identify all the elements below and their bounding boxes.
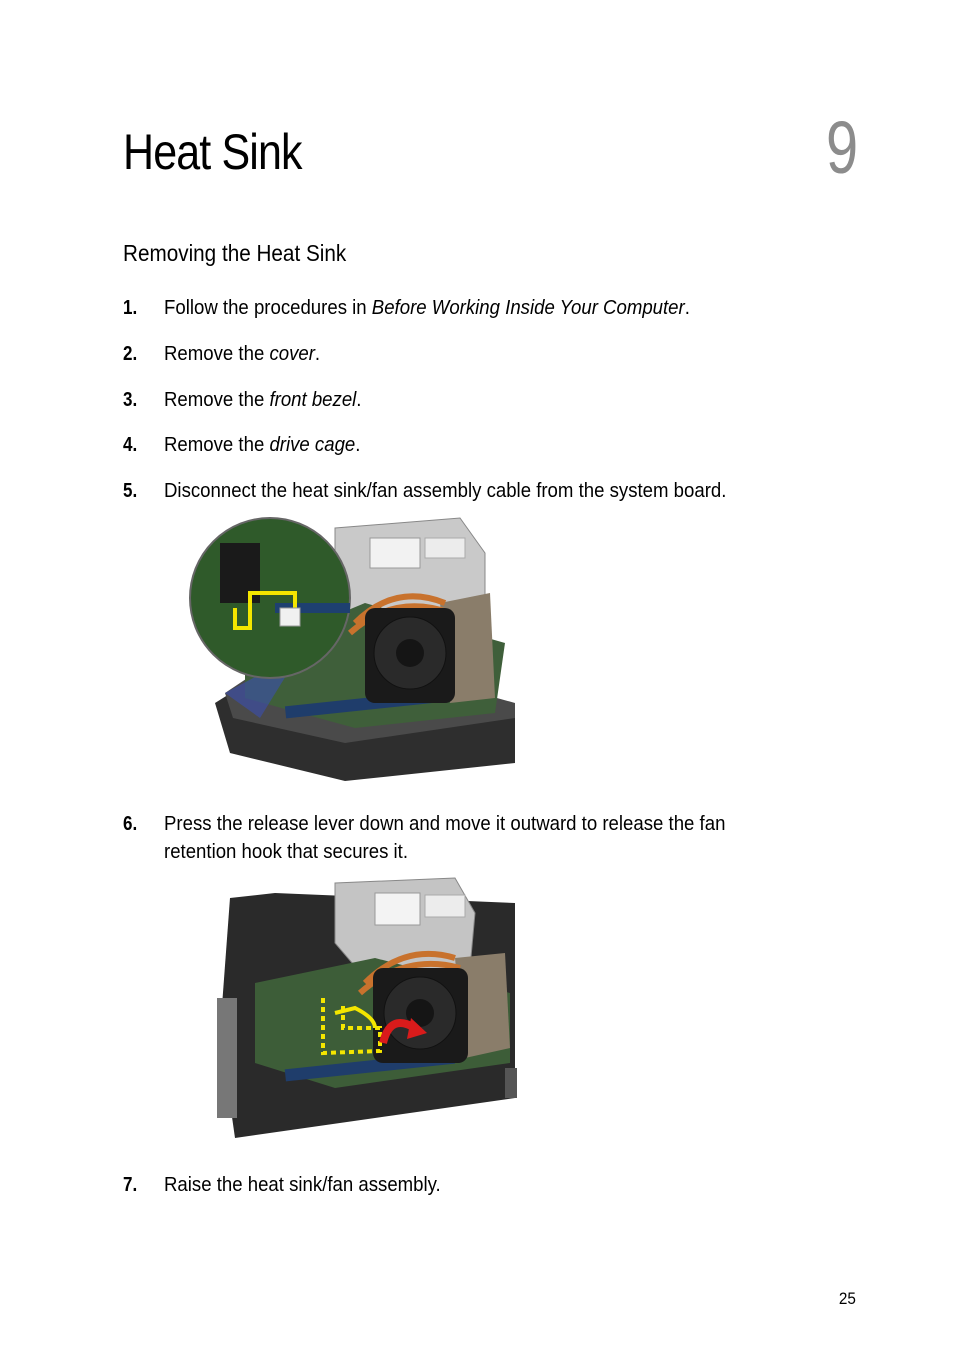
step-number: 5. [123,480,138,502]
step-number: 4. [123,434,138,456]
step-number: 1. [123,297,138,319]
step-number: 6. [123,813,138,835]
step-text: Remove the front bezel. [164,389,362,411]
step-text: Remove the cover. [164,343,321,365]
chapter-number: 9 [825,106,858,189]
step-text: Disconnect the heat sink/fan assembly cable from the system board. [164,480,727,502]
section-heading: Removing the Heat Sink [123,240,347,266]
link-cover[interactable]: cover [269,343,315,365]
page-number: 25 [838,1289,856,1308]
step-text: Press the release lever down and move it outward to release the fan retention hook that secures it. [164,813,726,863]
step-text: Remove the drive cage. [164,434,361,456]
link-before-working[interactable]: Before Working Inside Your Computer [371,297,685,319]
step-text: Follow the procedures in Before Working Inside Your Computer. [164,297,690,319]
chapter-title: Heat Sink [123,124,302,180]
step-number: 3. [123,389,138,411]
link-front-bezel[interactable]: front bezel [269,389,357,411]
step-text: Raise the heat sink/fan assembly. [164,1174,441,1196]
step-number: 2. [123,343,138,365]
release-lever-figure [215,873,530,1145]
heat-sink-cable-figure [185,513,530,785]
step-number: 7. [123,1174,138,1196]
link-drive-cage[interactable]: drive cage [269,434,356,456]
